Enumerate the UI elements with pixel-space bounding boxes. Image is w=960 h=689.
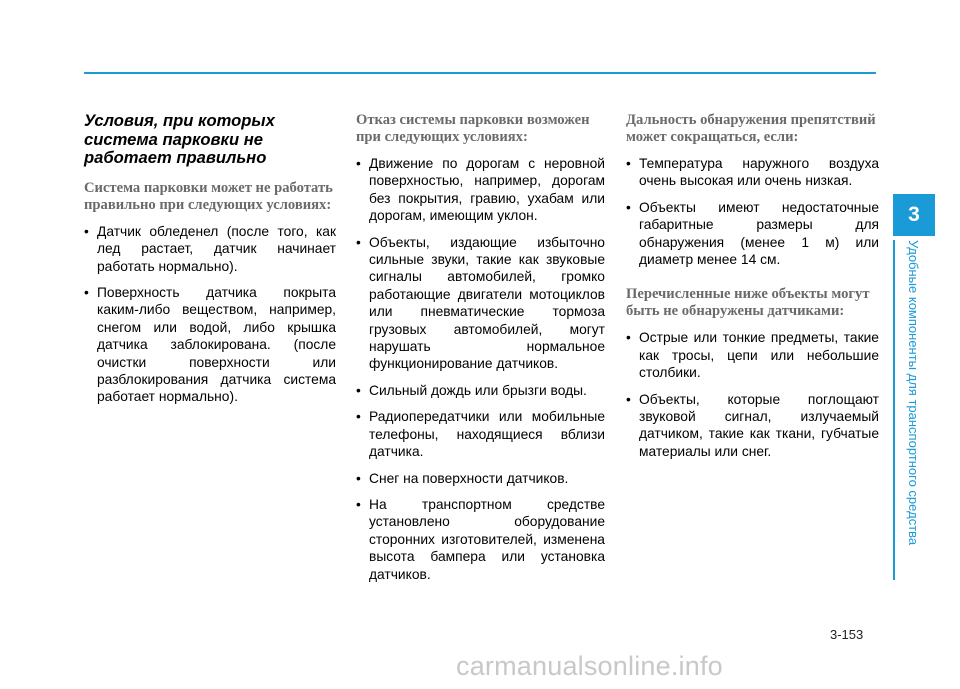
section-heading: Условия, при которых система парковки не работает правильно bbox=[84, 111, 275, 168]
page-number: 3-153 bbox=[830, 627, 864, 642]
top-rule bbox=[84, 72, 876, 74]
list-item: • Сильный дождь или брызги воды. bbox=[356, 382, 605, 399]
list-item: • Объекты, издающие избыточно сильные звуки, такие как звуковые сигналы автомобилей, громко работающие двигатели мотоциклов или пневматические тормоза грузовых автомобилей, могут нарушать нормальное функционирование датчиков. bbox=[356, 234, 605, 373]
undetected-subheading: Перечисленные ниже объекты могут быть не обнаружены датчиками: bbox=[626, 286, 870, 320]
column-3 bbox=[626, 112, 879, 469]
list-item: • Снег на поверхности датчиков. bbox=[356, 470, 605, 487]
chapter-title: Удобные компоненты для транспортного средства bbox=[906, 240, 921, 546]
list-item: • Движение по дорогам с неровной поверхностью, например, дорогам без покрытия, гравию, ухабам или дорогам, имеющим уклон. bbox=[356, 155, 605, 225]
failure-list bbox=[356, 155, 605, 583]
list-item: • Поверхность датчика покрыта каким-либо веществом, например, снегом или водой, либо крышка датчика заблокирована. (после очистки поверхности или разблокирования датчика система работает нормально). bbox=[84, 284, 336, 406]
list-item: • Острые или тонкие предметы, такие как тросы, цепи или небольшие столбики. bbox=[626, 329, 879, 381]
list-item: • Датчик обледенел (после того, как лед растает, датчик начинает работать нормально). bbox=[84, 223, 336, 275]
side-rule bbox=[893, 240, 895, 580]
column-1 bbox=[84, 112, 336, 415]
list-item: • Радиопередатчики или мобильные телефоны, находящиеся вблизи датчика. bbox=[356, 408, 605, 460]
watermark: carmanualsonline.info bbox=[456, 651, 723, 681]
list-item: • Объекты, которые поглощают звуковой сигнал, излучаемый датчиком, такие как ткани, губчатые материалы или снег. bbox=[626, 391, 879, 461]
chapter-tab: 3 bbox=[893, 194, 935, 236]
undetected-list bbox=[626, 329, 879, 460]
conditions-list bbox=[84, 223, 336, 406]
range-list bbox=[626, 155, 879, 268]
range-subheading: Дальность обнаружения препятствий может сокращаться, если: bbox=[626, 112, 876, 145]
list-item: • Объекты имеют недостаточные габаритные размеры для обнаружения (менее 1 м) или диаметр менее 14 см. bbox=[626, 199, 879, 269]
conditions-subheading: Система парковки может не работать правильно при следующих условиях: bbox=[84, 179, 333, 213]
list-item: • На транспортном средстве установлено оборудование сторонних изготовителей, изменена высота бампера или установка датчиков. bbox=[356, 496, 605, 583]
list-item: • Температура наружного воздуха очень высокая или очень низкая. bbox=[626, 155, 879, 190]
column-2 bbox=[356, 112, 605, 592]
failure-subheading: Отказ системы парковки возможен при следующих условиях: bbox=[356, 112, 590, 145]
